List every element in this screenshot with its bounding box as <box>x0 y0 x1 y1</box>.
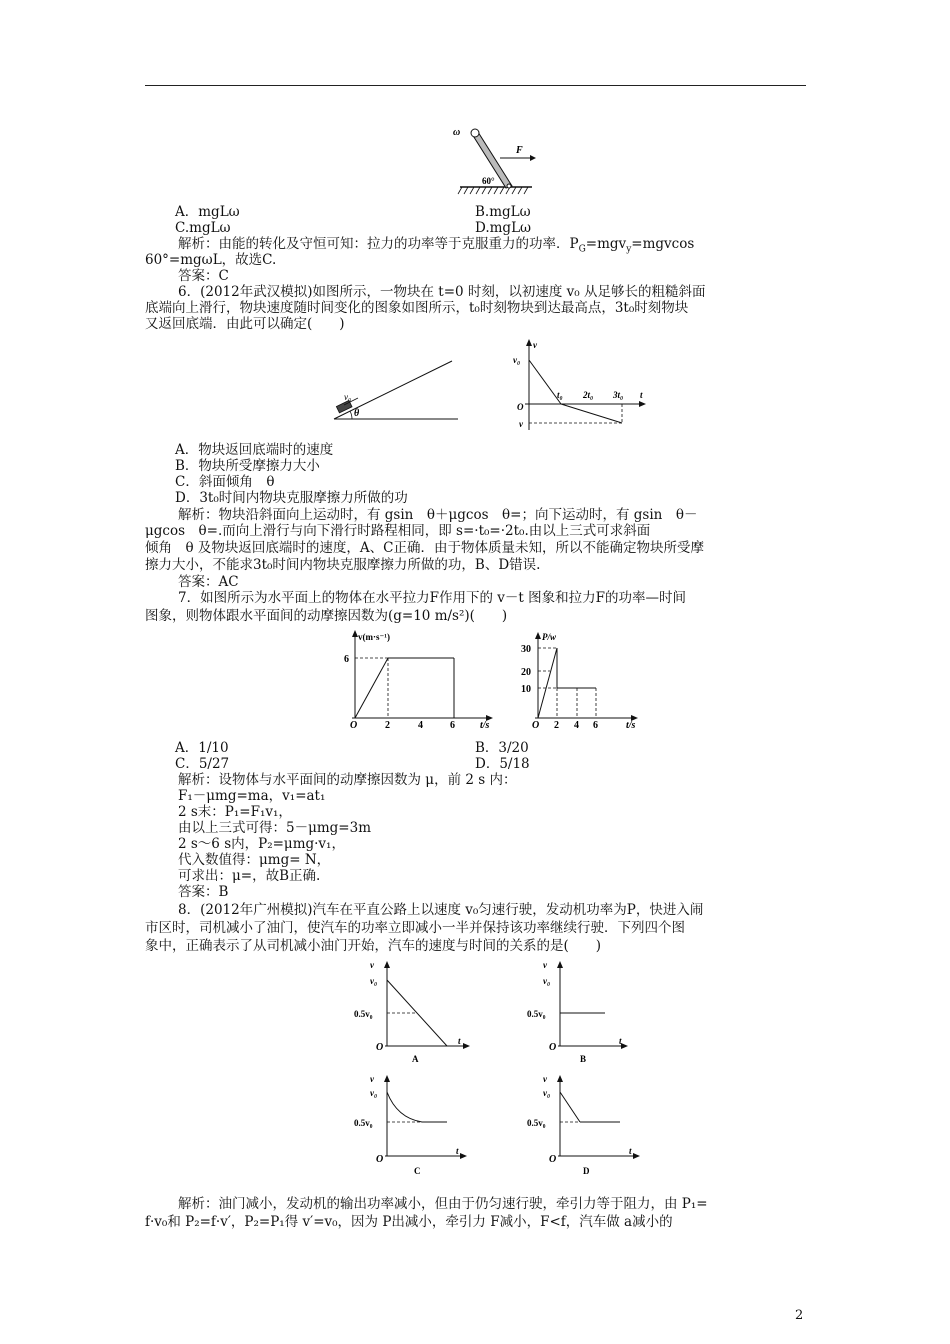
q8-stem-line1: 8．(2012年广州模拟)汽车在平直公路上以速度 v₀匀速行驶，发动机功率为P，快进入闹 <box>178 902 704 918</box>
q7-explanation-line4: 由以上三式可得：5－μmg=3m <box>178 820 372 836</box>
q6-option-a: A．物块返回底端时的速度 <box>175 442 334 458</box>
q8c-v: v <box>370 1074 374 1084</box>
incline-figure <box>330 360 460 425</box>
incline-v0-label: v₀ <box>344 392 352 402</box>
q6-explanation-line3: 倾角 θ 及物块返回底端时的速度，A、C正确．由于物体质量未知，所以不能确定物块所受摩 <box>145 540 704 556</box>
q6-graph-origin: O <box>517 402 524 412</box>
q6-graph-2t0: 2t₀ <box>583 390 594 400</box>
q7-explanation-line6: 代入数值得：μmg= N， <box>178 852 331 868</box>
q7-vt-graph <box>340 628 505 728</box>
q7-stem-line1: 7．如图所示为水平面上的物体在水平拉力F作用下的 v－t 图象和拉力F的功率—时间 <box>178 590 686 606</box>
q7-vt-xlabel: t/s <box>480 720 490 728</box>
q6-explanation-line2: μgcos θ=.而向上滑行与向下滑行时路程相同，即 s=·t₀=·2t₀.由以上三式可求斜面 <box>145 523 651 539</box>
q8b-half: 0.5v₀ <box>527 1009 546 1019</box>
q7-vt-x4: 4 <box>418 720 423 728</box>
q8c-origin: O <box>376 1154 384 1165</box>
q6-answer: 答案：AC <box>178 574 239 590</box>
q6-graph-v-neg: v <box>519 419 523 429</box>
q7-explanation-line3: 2 s末：P₁=F₁v₁， <box>178 804 292 820</box>
q7-pt-x2: 2 <box>554 720 559 730</box>
incline-theta-label: θ <box>354 408 360 419</box>
q8d-origin: O <box>549 1154 557 1165</box>
q7-option-a: A．1/10 <box>175 740 229 756</box>
q8b-v: v <box>543 960 547 970</box>
q8b-t: t <box>619 1036 622 1046</box>
q8c-half: 0.5v₀ <box>354 1118 373 1128</box>
q8c-t: t <box>456 1146 459 1156</box>
q5-explanation-line2: 60°=mgωL，故选C. <box>145 252 277 268</box>
q5-answer: 答案：C <box>178 268 229 284</box>
q6-graph-t0: t₀ <box>557 390 563 400</box>
q8b-origin: O <box>549 1042 557 1053</box>
q8-explanation-line2: f·v₀和 P₂=f·v′，P₂=P₁得 v′=v₀，因为 P出减小，牵引力 F减小，F<f，汽车做 a减小的 <box>145 1214 673 1230</box>
angle-label: 60° <box>482 176 495 186</box>
q7-pt-x6: 6 <box>593 720 598 730</box>
q8a-t: t <box>458 1036 461 1046</box>
q7-answer: 答案：B <box>178 884 229 900</box>
q5-option-c: C.mgLω <box>175 220 231 236</box>
force-label: F <box>516 145 523 156</box>
q8a-caption: A <box>412 1054 419 1064</box>
q7-stem-line2: 图象，则物体跟水平面间的动摩擦因数为(g=10 m/s²)( ) <box>145 608 508 624</box>
q8-graph-c <box>352 1072 477 1184</box>
q8-graph-d <box>525 1072 650 1184</box>
q8-graph-a <box>352 958 477 1070</box>
q8c-v0: v₀ <box>370 1088 378 1098</box>
omega-label: ω <box>453 127 461 138</box>
q6-explanation-line4: 擦力大小，不能求3t₀时间内物块克服摩擦力所做的功，B、D错误. <box>145 557 541 573</box>
q7-pt-x4: 4 <box>574 720 579 730</box>
q6-graph-v0: v₀ <box>513 355 521 365</box>
q5-explanation-line1: 解析：由能的转化及守恒可知：拉力的功率等于克服重力的功率．$P_G=mgv_y=mgvcos$ <box>178 236 695 255</box>
q6-option-c: C．斜面倾角 θ <box>175 474 275 490</box>
rod-figure <box>450 122 540 197</box>
q5-option-a: A．mgLω <box>175 204 240 220</box>
q8d-caption: D <box>583 1166 590 1176</box>
q8d-half: 0.5v₀ <box>527 1118 546 1128</box>
q8a-half: 0.5v₀ <box>354 1009 373 1019</box>
q7-vt-x2: 2 <box>385 720 390 728</box>
q7-explanation-line5: 2 s～6 s内，P₂=μmg·v₁， <box>178 836 345 852</box>
q7-pt-graph <box>520 630 650 730</box>
q8-stem-line2: 市区时，司机减小了油门，使汽车的功率立即减小一半并保持该功率继续行驶．下列四个图 <box>145 920 685 936</box>
q6-graph-t-axis: t <box>640 390 643 400</box>
q8b-caption: B <box>580 1054 587 1064</box>
header-rule <box>145 85 806 86</box>
q8-graph-b <box>525 958 650 1070</box>
q7-pt-xlabel: t/s <box>626 720 636 730</box>
q7-option-d: D．5/18 <box>475 756 530 772</box>
q6-stem-line1: 6．(2012年武汉模拟)如图所示，一物块在 t=0 时刻，以初速度 v₀ 从足够长的粗糙斜面 <box>178 284 706 300</box>
q5-option-b: B.mgLω <box>475 204 531 220</box>
q7-vt-x6: 6 <box>450 720 455 728</box>
q7-pt-y20: 20 <box>521 667 531 678</box>
q7-explanation-line1: 解析：设物体与水平面间的动摩擦因数为 μ，前 2 s 内： <box>178 772 517 788</box>
q7-pt-y30: 30 <box>521 644 531 655</box>
q6-stem-line3: 又返回底端．由此可以确定( ) <box>145 316 345 332</box>
q6-option-d: D．3t₀时间内物块克服摩擦力所做的功 <box>175 490 408 506</box>
q6-vt-graph <box>505 338 650 433</box>
q7-pt-origin: O <box>532 720 540 730</box>
q8d-v: v <box>543 1074 547 1084</box>
q8a-v: v <box>370 960 374 970</box>
q7-vt-y6: 6 <box>344 654 349 665</box>
q7-vt-ylabel: v(m·s⁻¹) <box>358 632 390 642</box>
q8b-v0: v₀ <box>543 976 551 986</box>
q6-explanation-line1: 解析：物块沿斜面向上运动时，有 gsin θ＋μgcos θ=；向下运动时，有 gsin θ－ <box>178 507 698 523</box>
q8c-caption: C <box>414 1166 421 1176</box>
q7-vt-origin: O <box>350 720 358 728</box>
q8-explanation-line1: 解析：油门减小，发动机的输出功率减小，但由于仍匀速行驶，牵引力等于阻力，由 P₁= <box>178 1196 708 1212</box>
q7-explanation-line2: F₁－μmg=ma，v₁=at₁ <box>178 788 326 804</box>
q5-option-d: D.mgLω <box>475 220 532 236</box>
q6-stem-line2: 底端向上滑行，物块速度随时间变化的图象如图所示，t₀时刻物块到达最高点，3t₀时刻物块 <box>145 300 689 316</box>
q8a-origin: O <box>376 1042 384 1053</box>
q8-stem-line3: 象中，正确表示了从司机减小油门开始，汽车的速度与时间的关系的是( ) <box>145 938 602 954</box>
q7-pt-y10: 10 <box>521 684 531 695</box>
q6-graph-v-axis: v <box>533 340 537 350</box>
q7-option-c: C．5/27 <box>175 756 230 772</box>
q8a-v0: v₀ <box>370 976 378 986</box>
q6-graph-3t0: 3t₀ <box>613 390 624 400</box>
q8d-t: t <box>629 1146 632 1156</box>
q7-pt-ylabel: P/w <box>542 632 557 642</box>
q7-option-b: B．3/20 <box>475 740 529 756</box>
q6-option-b: B．物块所受摩擦力大小 <box>175 458 320 474</box>
q8d-v0: v₀ <box>543 1088 551 1098</box>
page-number: 2 <box>795 1308 804 1323</box>
q7-explanation-line7: 可求出：μ=，故B正确. <box>178 868 321 884</box>
